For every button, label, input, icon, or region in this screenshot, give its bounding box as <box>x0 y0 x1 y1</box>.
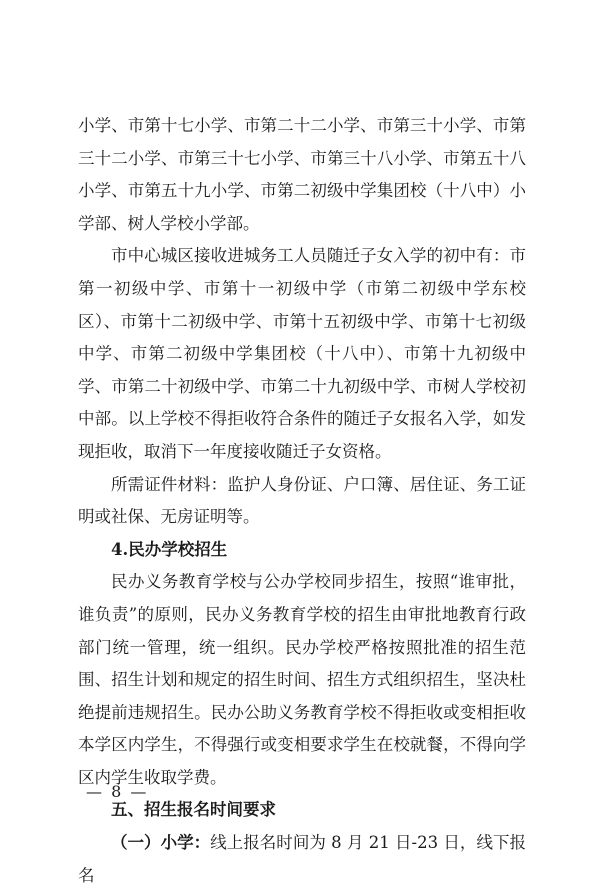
subsection-text: 线上报名时间为 8 月 21 日-23 日，线下报名 <box>78 833 527 885</box>
paragraph-primary-school-time <box>78 827 526 892</box>
paragraph-private-school-enrollment: 民办义务教育学校与公办学校同步招生，按照“谁审批，谁负责”的原则，民办义务教育学校的招生由审批地教育行政部门统一管理，统一组织。民办学校严格按照批准的招生范围、招生计划和规定的招生时间、招生方式组织招生，坚决杜绝提前违规招生。民办公助义务教育学校不得拒收或变相拒收本学区内学生，不得强行或变相要求学生在校就餐，不得向学区内学生收取学费。 <box>78 572 526 787</box>
paragraph-junior-high-schools: 市中心城区接收进城务工人员随迁子女入学的初中有：市第一初级中学、市第十一初级中学（市第二初级中学东校区）、市第十二初级中学、市第十五初级中学、市第十七初级中学、市第二初级中学集团校（十八中）、市第十九初级中学、市第二十初级中学、市第二十九初级中学、市树人学校初中部。以上学校不得拒收符合条件的随迁子女报名入学，如发现拒收，取消下一年度接收随迁子女资格。 <box>78 246 526 461</box>
subsection-label: （一）小学： <box>111 833 211 853</box>
heading-enrollment-time: 五、招生报名时间要求 <box>111 800 276 820</box>
paragraph-required-documents: 所需证件材料：监护人身份证、户口簿、居住证、务工证明或社保、无房证明等。 <box>78 474 526 527</box>
paragraph-school-list-continued: 小学、市第十七小学、市第二十二小学、市第三十小学、市第三十二小学、市第三十七小学、市第三十八小学、市第五十八小学、市第五十九小学、市第二初级中学集团校（十八中）小学部、树人学校小学部。 <box>78 116 526 233</box>
document-body <box>78 110 526 892</box>
page-number: — 8 — <box>86 782 149 801</box>
heading-private-schools: 4.民办学校招生 <box>111 539 228 559</box>
